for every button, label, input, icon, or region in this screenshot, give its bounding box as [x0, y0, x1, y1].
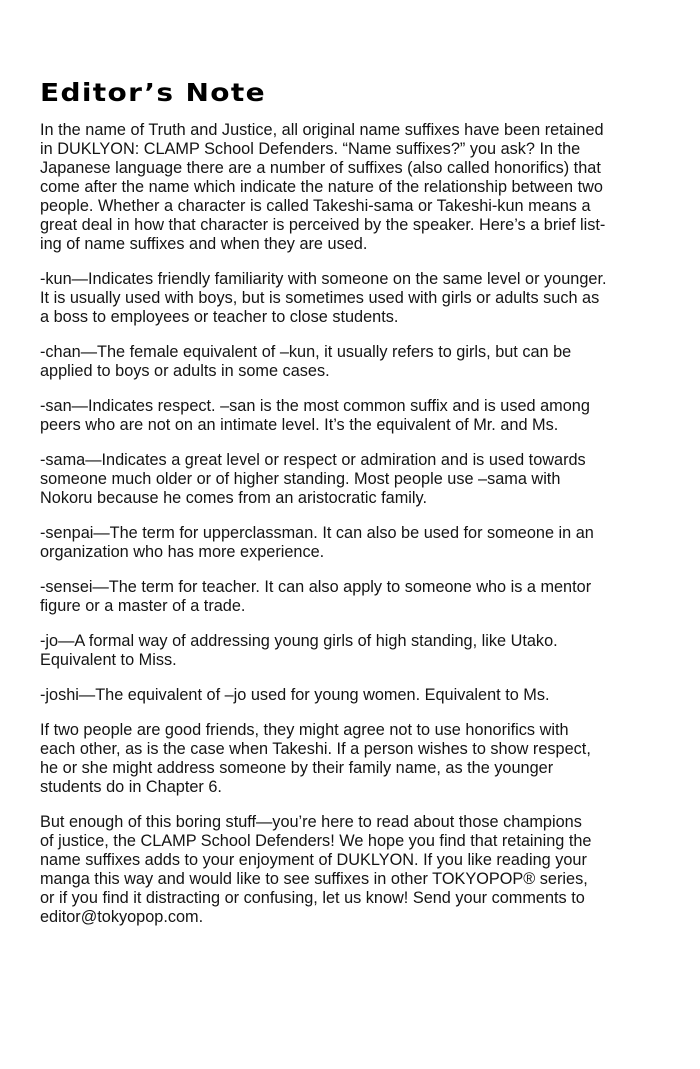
paragraph	[40, 270, 680, 327]
paragraph	[40, 721, 680, 797]
text-line: he or she might address someone by their family name, as the younger	[40, 759, 554, 777]
text-line: great deal in how that character is perceived by the speaker. Here’s a brief list-	[40, 216, 606, 234]
paragraph	[40, 397, 680, 435]
text-line: or if you find it distracting or confusing, let us know! Send your comments to	[40, 889, 585, 907]
text-line: -joshi—The equivalent of –jo used for young women. Equivalent to Ms.	[40, 686, 550, 704]
text-line: If two people are good friends, they might agree not to use honorifics with	[40, 721, 569, 739]
text-line: -kun—Indicates friendly familiarity with someone on the same level or younger.	[40, 270, 607, 288]
paragraph	[40, 121, 680, 254]
paragraph	[40, 343, 680, 381]
text-line: each other, as is the case when Takeshi. If a person wishes to show respect,	[40, 740, 591, 758]
paragraph	[40, 578, 680, 616]
paragraph	[40, 451, 680, 508]
text-line: Nokoru because he comes from an aristocratic family.	[40, 489, 427, 507]
text-line: in DUKLYON: CLAMP School Defenders. “Name suffixes?” you ask? In the	[40, 140, 581, 158]
text-line: -jo—A formal way of addressing young girls of high standing, like Utako.	[40, 632, 558, 650]
text-line: a boss to employees or teacher to close students.	[40, 308, 399, 326]
note-body	[40, 121, 680, 927]
text-line: come after the name which indicate the nature of the relationship between two	[40, 178, 603, 196]
text-line: ing of name suffixes and when they are used.	[40, 235, 368, 253]
text-line: -senpai—The term for upperclassman. It can also be used for someone in an	[40, 524, 594, 542]
text-line: of justice, the CLAMP School Defenders! We hope you find that retaining the	[40, 832, 592, 850]
editors-note-page	[40, 78, 680, 943]
text-line: name suffixes adds to your enjoyment of DUKLYON. If you like reading your	[40, 851, 587, 869]
text-line: It is usually used with boys, but is sometimes used with girls or adults such as	[40, 289, 600, 307]
paragraph	[40, 632, 680, 670]
text-line: someone much older or of higher standing. Most people use –sama with	[40, 470, 561, 488]
text-line: -sensei—The term for teacher. It can also apply to someone who is a mentor	[40, 578, 592, 596]
paragraph	[40, 813, 680, 927]
text-line: people. Whether a character is called Takeshi-sama or Takeshi-kun means a	[40, 197, 591, 215]
text-line: students do in Chapter 6.	[40, 778, 222, 796]
paragraph	[40, 686, 680, 705]
text-line: -san—Indicates respect. –san is the most common suffix and is used among	[40, 397, 590, 415]
text-line: manga this way and would like to see suffixes in other TOKYOPOP® series,	[40, 870, 588, 888]
paragraph	[40, 524, 680, 562]
text-line: -sama—Indicates a great level or respect or admiration and is used towards	[40, 451, 586, 469]
text-line: In the name of Truth and Justice, all original name suffixes have been retained	[40, 121, 604, 139]
text-line: -chan—The female equivalent of –kun, it usually refers to girls, but can be	[40, 343, 572, 361]
text-line: figure or a master of a trade.	[40, 597, 246, 615]
text-line: applied to boys or adults in some cases.	[40, 362, 330, 380]
text-line: But enough of this boring stuff—you’re here to read about those champions	[40, 813, 582, 831]
text-line: Japanese language there are a number of suffixes (also called honorifics) that	[40, 159, 601, 177]
text-line: peers who are not on an intimate level. It’s the equivalent of Mr. and Ms.	[40, 416, 559, 434]
text-line: Equivalent to Miss.	[40, 651, 177, 669]
text-line: editor@tokyopop.com.	[40, 908, 204, 926]
page-title: Editor’s Note	[40, 78, 266, 107]
text-line: organization who has more experience.	[40, 543, 325, 561]
